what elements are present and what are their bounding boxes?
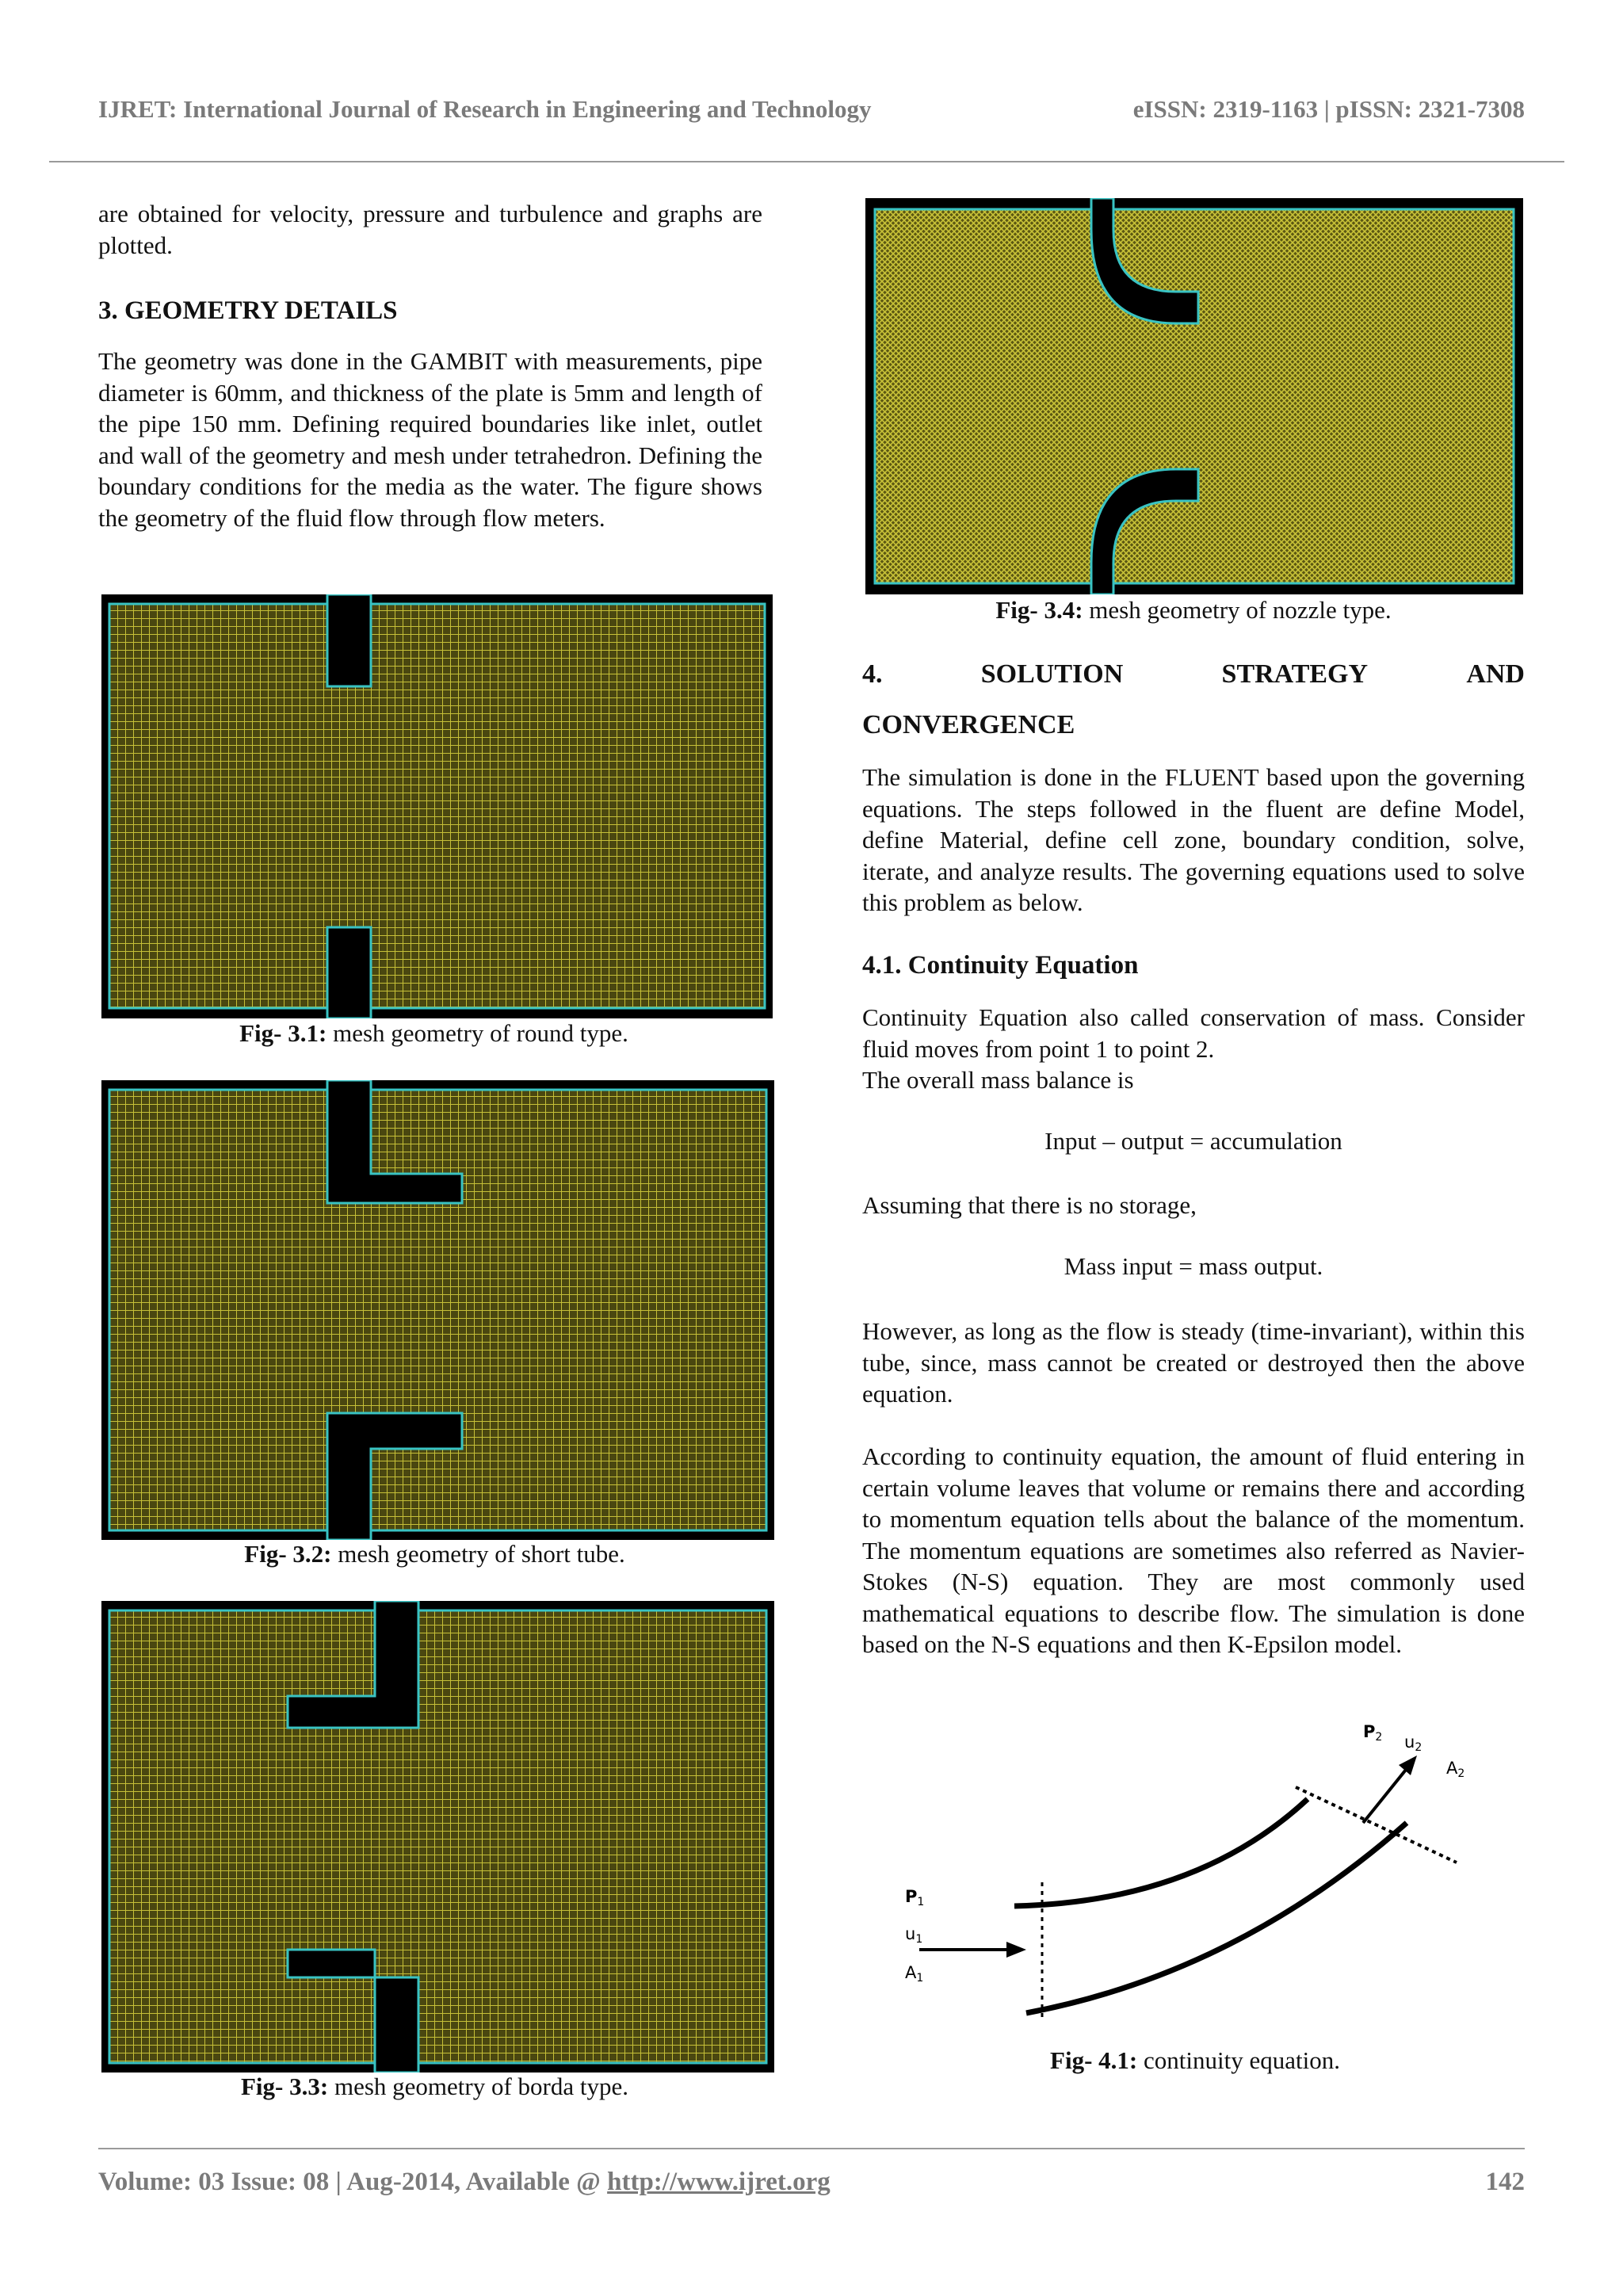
figure-3-2-mesh-short-tube [101, 1080, 774, 1540]
figure-4-1-caption [957, 2046, 1433, 2075]
figure-4-1-text: continuity equation. [1137, 2046, 1340, 2074]
figure-3-3-caption [98, 2073, 771, 2101]
figure-3-2-text: mesh geometry of short tube. [331, 1540, 625, 1568]
volume-text: Volume: 03 Issue: 08 | Aug-2014, Available @ [98, 2168, 608, 2196]
continuity-paragraph-1b: The overall mass balance is [862, 1066, 1134, 1094]
figure-3-1-caption [98, 1019, 769, 1048]
figure-3-2-label: Fig- 3.2: [244, 1540, 332, 1568]
figure-3-4-text: mesh geometry of nozzle type. [1083, 596, 1392, 624]
section-3-title: 3. GEOMETRY DETAILS [98, 296, 398, 325]
section-4-title-w1: SOLUTION [980, 659, 1124, 689]
u2-arrow [1363, 1766, 1409, 1823]
figure-3-2-caption [98, 1540, 771, 1568]
section-4-title-w3: AND [1466, 659, 1525, 689]
journal-link[interactable]: http://www.ijret.org [607, 2168, 831, 2196]
section-4-title-line2: CONVERGENCE [862, 710, 1075, 739]
figure-3-3-text: mesh geometry of borda type. [328, 2073, 628, 2100]
section-4-title-line1 [862, 659, 1525, 690]
header-rule [49, 161, 1564, 162]
section-4-title-num: 4. [862, 659, 883, 689]
continuity-paragraph-1: Continuity Equation also called conservation of mass. Consider fluid moves from point 1 to point 2. [862, 1003, 1525, 1063]
section-3-body: The geometry was done in the GAMBIT with measurements, pipe diameter is 60mm, and thickness of the plate is 5mm and length of the pipe 150 mm. Defining required boundaries like inlet, outlet and wall of the geometry and mesh under tetrahedron. Defining the boundary conditions for the media as the water. The figure shows the geometry of the fluid flow through flow meters. [98, 347, 762, 532]
label-p1: P1 [905, 1887, 925, 1908]
section-4-1-title: 4.1. Continuity Equation [862, 951, 1139, 980]
pipe-lower-wall [1026, 1823, 1407, 2013]
figure-4-1-label: Fig- 4.1: [1050, 2046, 1138, 2074]
equation-accumulation: Input – output = accumulation [1044, 1127, 1342, 1155]
label-u1: u1 [905, 1924, 923, 1946]
footer-volume [98, 2168, 831, 2197]
figure-3-4-caption [862, 596, 1525, 625]
assumption-text: Assuming that there is no storage, [862, 1191, 1197, 1219]
figure-3-1-mesh-round [101, 594, 773, 1018]
page-number: 142 [1485, 2168, 1525, 2196]
label-p2: P2 [1363, 1722, 1383, 1744]
according-paragraph: According to continuity equation, the amount of fluid entering in certain volume leaves that volume or remains there and according to momentum equation tells about the balance of the momentum. The momentum equations are sometimes also referred as Navier-Stokes (N-S) equation. They are most commonly used mathematical equations to describe flow. The simulation is done based on the N-S equations and then K-Epsilon model. [862, 1442, 1525, 1658]
figure-3-1-text: mesh geometry of round type. [327, 1019, 628, 1047]
label-u2: u2 [1404, 1733, 1423, 1754]
intro-text: are obtained for velocity, pressure and turbulence and graphs are plotted. [98, 200, 762, 259]
pipe-upper-wall [1014, 1799, 1308, 1906]
issn: eISSN: 2319-1163 | pISSN: 2321-7308 [1132, 95, 1525, 123]
section-4-body: The simulation is done in the FLUENT based upon the governing equations. The steps followed in the fluent are define Model, define Material, define cell zone, boundary condition, solve, iterate, and analyze results. The governing equations used to solve this problem as below. [862, 763, 1525, 916]
section-4-title-w2: STRATEGY [1221, 659, 1369, 689]
label-a2: A2 [1446, 1759, 1465, 1780]
figure-3-3-mesh-borda [101, 1601, 774, 2073]
equation-mass: Mass input = mass output. [1064, 1252, 1323, 1280]
journal-title: IJRET: International Journal of Research in Engineering and Technology [98, 95, 872, 123]
label-a1: A1 [905, 1963, 924, 1985]
figure-3-3-label: Fig- 3.3: [241, 2073, 329, 2100]
however-paragraph: However, as long as the flow is steady (time-invariant), within this tube, since, mass cannot be created or destroyed then the above equation. [862, 1317, 1525, 1408]
figure-3-1-label: Fig- 3.1: [239, 1019, 327, 1047]
footer-rule [98, 2148, 1525, 2149]
figure-4-1-continuity-diagram [880, 1712, 1498, 2029]
figure-3-4-label: Fig- 3.4: [995, 596, 1083, 624]
figure-3-4-mesh-nozzle [865, 198, 1523, 594]
